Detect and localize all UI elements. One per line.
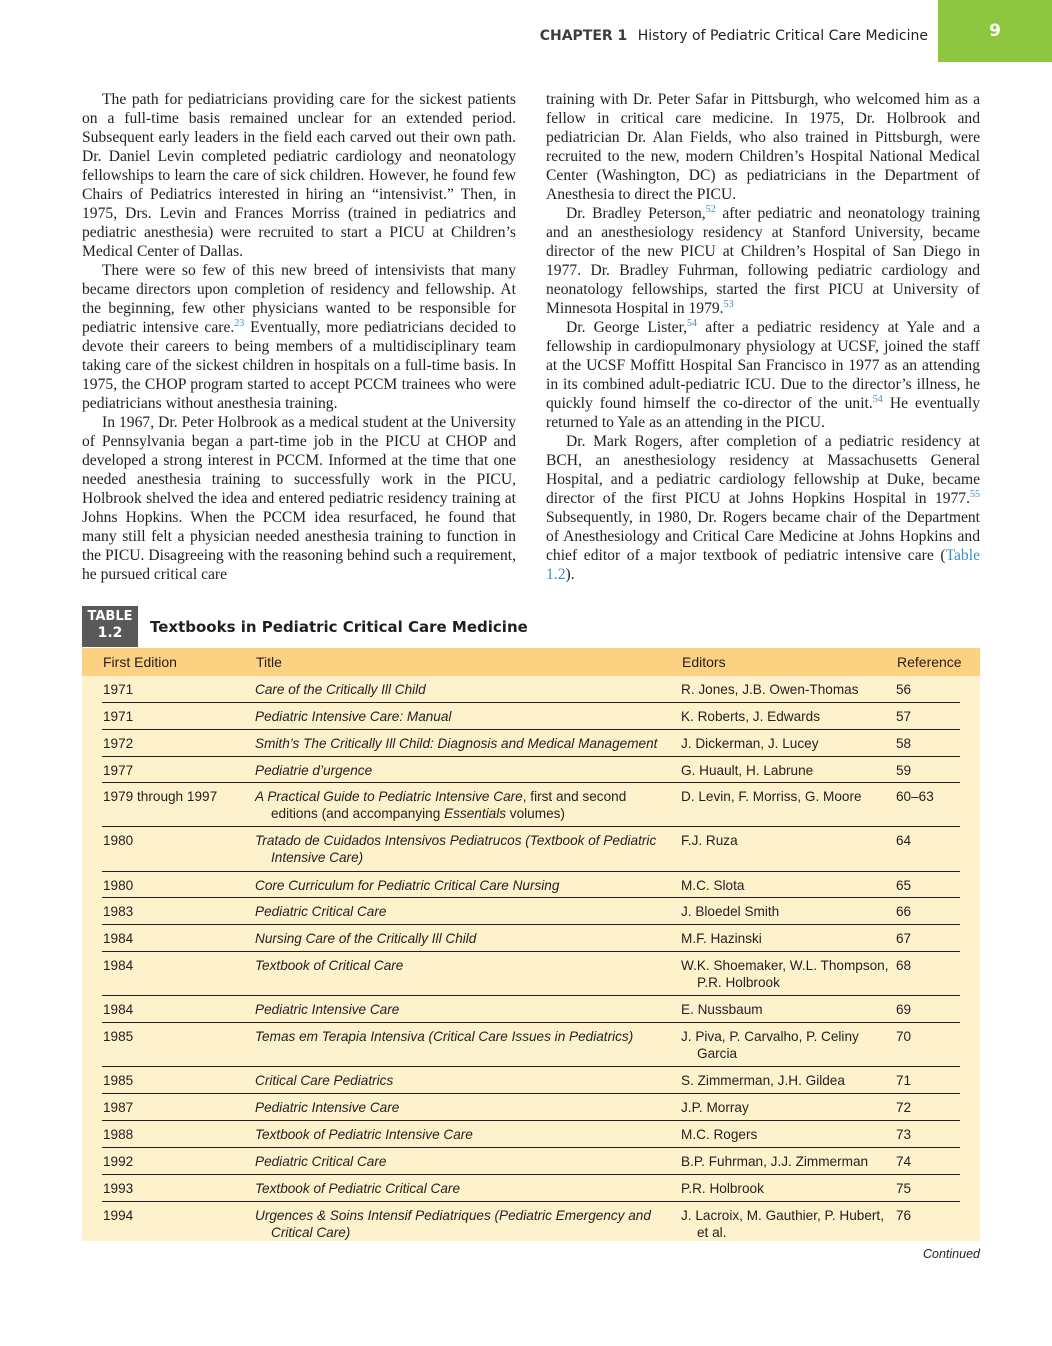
cell-first-edition: 1971 [103,682,134,697]
cell-title [255,708,666,725]
paragraph-text: Eventually, more pediatricians decided to devote their careers to being members of a multidisciplinary team taking care of the sickest children in hospitals on a full-time basis. In 1975, the CHOP program started to accept PCCM trainees who were pediatricians without anesthesia training. [82,319,516,412]
cell-editors: D. Levin, F. Morriss, G. Moore [681,789,862,804]
table-row [102,757,960,783]
book-title: Textbook of Pediatric Intensive Care [255,1127,473,1142]
paragraph [546,432,980,584]
title-note: , first and second editions (and accompanying [271,789,627,821]
column-header-title: Title [256,654,282,670]
table-row [102,898,960,925]
cell-title [255,1001,666,1018]
cell-first-edition: 1987 [103,1100,134,1115]
paragraph-text: ). [565,566,575,583]
paragraph [82,413,516,584]
book-title: Critical Care Pediatrics [255,1073,394,1088]
cell-reference[interactable]: 74 [896,1154,912,1169]
running-head [540,28,928,44]
paragraph-text: Dr. Bradley Peterson, [566,205,706,222]
cell-first-edition: 1994 [103,1208,134,1223]
paragraph-text: after pediatric and neonatology training and an anesthesiology residency at Stanford University, became director of the new PICU at Children’s Hospital of San Diego in 1977. Dr. Bradley Fuhrman, following pediatric cardiology and neonatology fellowships, started the first PICU at University of Minnesota Hospital in 1979. [546,205,980,317]
paragraph [546,318,980,432]
cell-title [255,762,666,779]
book-title: Pediatric Intensive Care: Manual [255,709,452,724]
table-row [102,1094,960,1121]
cell-reference[interactable]: 69 [896,1002,912,1017]
cell-reference[interactable]: 65 [896,878,912,893]
cell-title [255,1126,666,1143]
paragraph-text: after a pediatric residency at Yale and a fellowship in cardiopulmonary physiology at UCSF, joined the staff at the UCSF Moffitt Hospital San Francisco in 1977 as an attending in its combined adult-pediatric ICU. Due to the director’s illness, he quickly found himself the co-director of the unit. [546,319,980,412]
cell-editors: M.C. Rogers [681,1127,758,1142]
cell-first-edition: 1979 through 1997 [103,789,218,804]
cell-first-edition: 1980 [103,878,134,893]
book-title: Tratado de Cuidados Intensivos Pediatrucos (Textbook of Pediatric Intensive Care) [255,833,657,865]
table-row [102,1148,960,1175]
cell-editors: P.R. Holbrook [681,1181,764,1196]
cell-reference[interactable]: 75 [896,1181,912,1196]
book-title: Textbook of Pediatric Critical Care [255,1181,461,1196]
book-title: A Practical Guide to Pediatric Intensive Care [255,789,523,804]
cell-editors: J. Lacroix, M. Gauthier, P. Hubert, et al. [681,1208,884,1240]
cell-first-edition: 1972 [103,736,134,751]
cell-editors: R. Jones, J.B. Owen-Thomas [681,682,859,697]
cell-title [255,1153,666,1170]
table-label-word: TABLE [87,609,133,624]
book-title: Pediatric Critical Care [255,1154,387,1169]
cell-editors: S. Zimmerman, J.H. Gildea [681,1073,845,1088]
book-title: Core Curriculum for Pediatric Critical Care Nursing [255,878,560,893]
book-title: Essentials [444,806,507,821]
cell-reference[interactable]: 66 [896,904,912,919]
cell-title [255,681,666,698]
cell-reference[interactable]: 60–63 [896,789,934,804]
table-reference-link[interactable]: Table 1.2 [546,547,980,583]
column-header-editors: Editors [682,654,726,670]
book-title: Pediatrie d’urgence [255,763,373,778]
cell-title [255,1180,666,1197]
cell-title [255,930,666,947]
textbooks-table [82,648,980,1241]
cell-first-edition: 1985 [103,1073,134,1088]
book-title: Pediatric Intensive Care [255,1002,400,1017]
cell-reference[interactable]: 58 [896,736,912,751]
table-label [82,606,138,647]
column-header-first-edition: First Edition [103,654,177,670]
cell-title [255,1072,666,1089]
cell-reference[interactable]: 59 [896,763,912,778]
paragraph-text: He eventually returned to Yale as an attending in the PICU. [546,395,980,431]
cell-editors: J. Dickerman, J. Lucey [681,736,819,751]
paragraph-text: In 1967, Dr. Peter Holbrook as a medical student at the University of Pennsylvania began a part-time job in the PICU at CHOP and developed a strong interest in PCCM. Informed at the time that one needed anesthesia training to successfully work in the PICU, Holbrook shelved the idea and entered pediatric residency training at Johns Hopkins. When the PCCM idea resurfaced, he found that many still felt a physician needed anesthesia training to function in the PICU. Disagreeing with the reasoning behind such a requirement, he pursued critical care [82,414,516,583]
citation-link[interactable]: 52 [705,204,716,215]
book-title: Pediatric Critical Care [255,904,387,919]
cell-first-edition: 1988 [103,1127,134,1142]
paragraph [82,261,516,413]
book-title: Care of the Critically Ill Child [255,682,426,697]
cell-title [255,1099,666,1116]
page-number: 9 [989,21,1001,41]
cell-first-edition: 1977 [103,763,134,778]
cell-reference[interactable]: 56 [896,682,912,697]
table-row [102,925,960,952]
cell-editors: F.J. Ruza [681,833,738,848]
citation-link[interactable]: 54 [872,394,883,405]
cell-first-edition: 1983 [103,904,134,919]
cell-title [255,1207,666,1241]
book-title: Smith’s The Critically Ill Child: Diagnosis and Medical Management [255,736,658,751]
book-title: Nursing Care of the Critically Ill Child [255,931,477,946]
table-row [102,952,960,996]
cell-editors: B.P. Fuhrman, J.J. Zimmerman [681,1154,869,1169]
cell-editors: J. Piva, P. Carvalho, P. Celiny Garcia [681,1029,859,1061]
column-header-reference: Reference [897,654,962,670]
table-row [102,703,960,730]
cell-reference[interactable]: 57 [896,709,912,724]
table-row [102,1175,960,1202]
table-row [102,1121,960,1148]
cell-title [255,832,666,866]
citation-link[interactable]: 23 [234,318,245,329]
cell-first-edition: 1984 [103,958,134,973]
cell-editors: M.F. Hazinski [681,931,762,946]
cell-reference[interactable]: 72 [896,1100,912,1115]
cell-title [255,788,666,822]
chapter-title: History of Pediatric Critical Care Medicine [637,28,928,44]
cell-first-edition: 1980 [103,833,134,848]
cell-reference[interactable]: 70 [896,1029,912,1044]
cell-title [255,1028,666,1045]
book-title: Temas em Terapia Intensiva (Critical Care Issues in Pediatrics) [255,1029,634,1044]
cell-editors: E. Nussbaum [681,1002,763,1017]
paragraph [546,204,980,318]
cell-reference[interactable]: 73 [896,1127,912,1142]
cell-reference[interactable]: 67 [896,931,912,946]
cell-reference[interactable]: 71 [896,1073,912,1088]
cell-reference[interactable]: 64 [896,833,912,848]
cell-editors: W.K. Shoemaker, W.L. Thompson, P.R. Holbrook [681,958,889,990]
cell-title [255,903,666,920]
cell-editors: G. Huault, H. Labrune [681,763,814,778]
paragraph-text: Dr. Mark Rogers, after completion of a pediatric residency at BCH, an anesthesiology residency at Massachusetts General Hospital, and a pediatric cardiology fellowship at Duke, became director of the first PICU at Johns Hopkins Hospital in 1977. [546,433,980,507]
cell-title [255,735,666,752]
table-row [102,996,960,1023]
cell-first-edition: 1985 [103,1029,134,1044]
table-caption: Textbooks in Pediatric Critical Care Medicine [150,618,528,636]
paragraph-text: training with Dr. Peter Safar in Pittsburgh, who welcomed him as a fellow in critical care medicine. In 1975, Dr. Holbrook and pediatrician Dr. Alan Fields, who also trained in Pittsburgh, were recruited to the new, modern Children’s Hospital National Medical Center (Washington, DC) as pediatricians in the Department of Anesthesia to direct the PICU. [546,91,980,203]
table-row [102,1202,960,1246]
table-body [82,676,980,1246]
cell-title [255,877,666,894]
table-header-row [82,648,980,676]
table-label-number: 1.2 [97,625,123,641]
cell-editors: J. Bloedel Smith [681,904,780,919]
cell-first-edition: 1992 [103,1154,134,1169]
citation-link[interactable]: 53 [723,299,734,310]
book-title: Textbook of Critical Care [255,958,404,973]
body-column-right [546,90,980,584]
table-row [102,827,960,872]
table-row [102,872,960,898]
paragraph-text: Subsequently, in 1980, Dr. Rogers became chair of the Department of Anesthesiology and Critical Care Medicine at Johns Hopkins and chief editor of a major textbook of pediatric intensive care ( [546,509,980,564]
paragraph [82,90,516,261]
cell-editors: J.P. Morray [681,1100,749,1115]
title-note: volumes) [506,806,565,821]
book-title: Pediatric Intensive Care [255,1100,400,1115]
table-row [102,676,960,703]
cell-first-edition: 1984 [103,1002,134,1017]
paragraph-text: The path for pediatricians providing care for the sickest patients on a full-time basis remained unclear for an extended period. Subsequent early leaders in the field each carved out their own path. Dr. Daniel Levin completed pediatric cardiology and neonatology fellowships to learn the care of sick children. However, he found few Chairs of Pediatrics interested in hiring an “intensivist.” Then, in 1975, Drs. Levin and Frances Morriss (trained in pediatrics and pediatric anesthesia) were recruited to start a PICU at Children’s Medical Center of Dallas. [82,91,516,260]
cell-first-edition: 1984 [103,931,134,946]
paragraph [546,90,980,204]
cell-editors: M.C. Slota [681,878,745,893]
table-row [102,783,960,827]
table-row [102,1023,960,1067]
citation-link[interactable]: 55 [970,489,980,500]
chapter-label: CHAPTER 1 [539,28,628,44]
book-title: Urgences & Soins Intensif Pediatriques (Pediatric Emergency and Critical Care) [255,1208,651,1240]
cell-editors: K. Roberts, J. Edwards [681,709,821,724]
cell-first-edition: 1971 [103,709,134,724]
cell-first-edition: 1993 [103,1181,134,1196]
citation-link[interactable]: 54 [687,318,698,329]
paragraph-text: Dr. George Lister, [566,319,688,336]
cell-reference[interactable]: 68 [896,958,912,973]
table-row [102,1067,960,1094]
cell-reference[interactable]: 76 [896,1208,912,1223]
paragraph-text: There were so few of this new breed of intensivists that many became directors upon completion of residency and fellowship. At the beginning, few other physicians wanted to be responsible for pediatric intensive care. [82,262,516,336]
cell-title [255,957,666,974]
continued-note: Continued [923,1247,980,1261]
page-number-tab [938,0,1052,62]
table-row [102,730,960,757]
body-column-left [82,90,516,584]
